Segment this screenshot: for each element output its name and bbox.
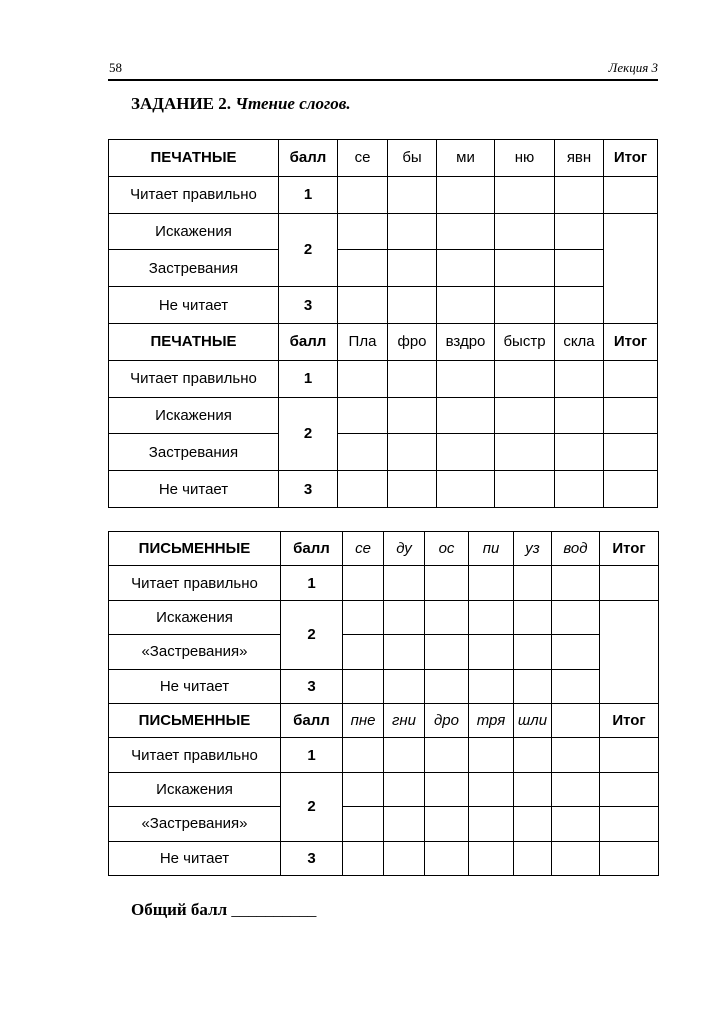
answer-cell[interactable] bbox=[425, 600, 469, 634]
row-label: Не читает bbox=[109, 287, 279, 324]
answer-cell[interactable] bbox=[388, 250, 437, 287]
syllable-header: вздро bbox=[437, 323, 495, 360]
answer-cell[interactable] bbox=[338, 397, 388, 434]
category-header: ПИСЬМЕННЫЕ bbox=[109, 703, 281, 737]
answer-cell[interactable] bbox=[425, 738, 469, 772]
answer-cell[interactable] bbox=[338, 434, 388, 471]
answer-cell[interactable] bbox=[552, 600, 600, 634]
answer-cell[interactable] bbox=[469, 566, 514, 600]
answer-cell[interactable] bbox=[514, 669, 552, 703]
row-label: Не читает bbox=[109, 841, 281, 875]
page-number: 58 bbox=[109, 60, 122, 75]
row-label: Застревания bbox=[109, 250, 279, 287]
answer-cell[interactable] bbox=[514, 841, 552, 875]
answer-cell[interactable] bbox=[384, 669, 425, 703]
answer-cell[interactable] bbox=[384, 566, 425, 600]
total-cell[interactable] bbox=[600, 807, 659, 841]
score-cell: 3 bbox=[279, 471, 338, 508]
table-header-row bbox=[109, 703, 659, 737]
syllable-header: быстр bbox=[495, 323, 555, 360]
score-cell: 2 bbox=[279, 213, 338, 287]
answer-cell[interactable] bbox=[437, 397, 495, 434]
table-row bbox=[109, 566, 659, 600]
total-cell[interactable] bbox=[600, 841, 659, 875]
task-title bbox=[131, 94, 351, 114]
syllable-header: дро bbox=[425, 703, 469, 737]
syllable-header: фро bbox=[388, 323, 437, 360]
syllable-header: Пла bbox=[338, 323, 388, 360]
score-cell: 1 bbox=[279, 360, 338, 397]
table-row bbox=[109, 841, 659, 875]
task-title-text: Чтение слогов. bbox=[235, 94, 351, 113]
table-row bbox=[109, 471, 658, 508]
answer-cell[interactable] bbox=[555, 176, 604, 213]
answer-cell[interactable] bbox=[555, 213, 604, 250]
syllable-header: тря bbox=[469, 703, 514, 737]
answer-cell[interactable] bbox=[338, 287, 388, 324]
answer-cell[interactable] bbox=[343, 669, 384, 703]
syllable-header: пи bbox=[469, 532, 514, 566]
total-cell[interactable] bbox=[604, 176, 658, 213]
answer-cell[interactable] bbox=[384, 635, 425, 669]
answer-cell[interactable] bbox=[552, 738, 600, 772]
syllable-header: пне bbox=[343, 703, 384, 737]
row-label: Читает правильно bbox=[109, 566, 281, 600]
table-row bbox=[109, 807, 659, 841]
row-label: Искажения bbox=[109, 213, 279, 250]
answer-cell[interactable] bbox=[384, 807, 425, 841]
score-cell: 2 bbox=[279, 397, 338, 471]
answer-cell[interactable] bbox=[388, 360, 437, 397]
total-header: Итог bbox=[600, 703, 659, 737]
answer-cell[interactable] bbox=[552, 635, 600, 669]
answer-cell[interactable] bbox=[495, 287, 555, 324]
row-label: Читает правильно bbox=[109, 176, 279, 213]
syllable-header: бы bbox=[388, 140, 437, 177]
answer-cell[interactable] bbox=[388, 213, 437, 250]
score-header: балл bbox=[279, 140, 338, 177]
answer-cell[interactable] bbox=[555, 471, 604, 508]
syllable-header: се bbox=[343, 532, 384, 566]
answer-cell[interactable] bbox=[384, 772, 425, 806]
answer-cell[interactable] bbox=[495, 360, 555, 397]
answer-cell[interactable] bbox=[388, 287, 437, 324]
answer-cell[interactable] bbox=[338, 213, 388, 250]
answer-cell[interactable] bbox=[495, 213, 555, 250]
total-cell[interactable] bbox=[604, 471, 658, 508]
syllable-header: се bbox=[338, 140, 388, 177]
row-label: Искажения bbox=[109, 600, 281, 634]
answer-cell[interactable] bbox=[338, 176, 388, 213]
answer-cell[interactable] bbox=[495, 471, 555, 508]
total-cell[interactable] bbox=[604, 360, 658, 397]
total-cell[interactable] bbox=[600, 600, 659, 703]
score-cell: 1 bbox=[281, 738, 343, 772]
category-header: ПИСЬМЕННЫЕ bbox=[109, 532, 281, 566]
total-header: Итог bbox=[604, 140, 658, 177]
table-row bbox=[109, 176, 658, 213]
answer-cell[interactable] bbox=[437, 213, 495, 250]
written-syllables-table bbox=[108, 531, 659, 876]
score-cell: 1 bbox=[281, 566, 343, 600]
category-header: ПЕЧАТНЫЕ bbox=[109, 140, 279, 177]
syllable-header: шли bbox=[514, 703, 552, 737]
answer-cell[interactable] bbox=[514, 600, 552, 634]
answer-cell[interactable] bbox=[469, 635, 514, 669]
answer-cell[interactable] bbox=[425, 566, 469, 600]
table-row bbox=[109, 287, 658, 324]
answer-cell[interactable] bbox=[552, 841, 600, 875]
syllable-header: ми bbox=[437, 140, 495, 177]
score-header: балл bbox=[279, 323, 338, 360]
overall-score bbox=[131, 900, 316, 920]
row-label: Искажения bbox=[109, 772, 281, 806]
syllable-header: ню bbox=[495, 140, 555, 177]
answer-cell[interactable] bbox=[388, 434, 437, 471]
table-row bbox=[109, 738, 659, 772]
answer-cell[interactable] bbox=[437, 250, 495, 287]
category-header: ПЕЧАТНЫЕ bbox=[109, 323, 279, 360]
table-header-row bbox=[109, 323, 658, 360]
answer-cell[interactable] bbox=[555, 360, 604, 397]
answer-cell[interactable] bbox=[495, 176, 555, 213]
syllable-header: уз bbox=[514, 532, 552, 566]
answer-cell[interactable] bbox=[514, 738, 552, 772]
answer-cell[interactable] bbox=[555, 250, 604, 287]
answer-cell[interactable] bbox=[495, 397, 555, 434]
row-label: Читает правильно bbox=[109, 360, 279, 397]
total-cell[interactable] bbox=[604, 397, 658, 434]
answer-cell[interactable] bbox=[425, 841, 469, 875]
answer-cell[interactable] bbox=[552, 772, 600, 806]
header-rule bbox=[108, 79, 658, 81]
answer-cell[interactable] bbox=[338, 360, 388, 397]
total-cell[interactable] bbox=[604, 434, 658, 471]
answer-cell[interactable] bbox=[514, 566, 552, 600]
answer-cell[interactable] bbox=[437, 434, 495, 471]
answer-cell[interactable] bbox=[469, 669, 514, 703]
answer-cell[interactable] bbox=[425, 635, 469, 669]
answer-cell[interactable] bbox=[552, 807, 600, 841]
answer-cell[interactable] bbox=[384, 738, 425, 772]
total-cell[interactable] bbox=[600, 772, 659, 806]
answer-cell[interactable] bbox=[425, 807, 469, 841]
answer-cell[interactable] bbox=[555, 287, 604, 324]
answer-cell[interactable] bbox=[514, 635, 552, 669]
table-row bbox=[109, 434, 658, 471]
total-header: Итог bbox=[604, 323, 658, 360]
answer-cell[interactable] bbox=[425, 772, 469, 806]
answer-cell[interactable] bbox=[343, 566, 384, 600]
total-cell[interactable] bbox=[600, 566, 659, 600]
score-cell: 2 bbox=[281, 600, 343, 669]
table-row bbox=[109, 397, 658, 434]
answer-cell[interactable] bbox=[495, 434, 555, 471]
syllable-header bbox=[552, 703, 600, 737]
answer-cell[interactable] bbox=[437, 360, 495, 397]
answer-cell[interactable] bbox=[384, 600, 425, 634]
table-header-row bbox=[109, 532, 659, 566]
syllable-header: скла bbox=[555, 323, 604, 360]
score-header: балл bbox=[281, 532, 343, 566]
row-label: Искажения bbox=[109, 397, 279, 434]
syllable-header: гни bbox=[384, 703, 425, 737]
answer-cell[interactable] bbox=[343, 635, 384, 669]
answer-cell[interactable] bbox=[514, 807, 552, 841]
answer-cell[interactable] bbox=[343, 841, 384, 875]
lecture-label: Лекция 3 bbox=[608, 60, 658, 75]
answer-cell[interactable] bbox=[552, 669, 600, 703]
total-cell[interactable] bbox=[604, 213, 658, 323]
answer-cell[interactable] bbox=[338, 250, 388, 287]
score-cell: 2 bbox=[281, 772, 343, 841]
printed-syllables-table bbox=[108, 139, 658, 508]
overall-score-label: Общий балл bbox=[131, 900, 228, 919]
score-header: балл bbox=[281, 703, 343, 737]
row-label: Не читает bbox=[109, 669, 281, 703]
answer-cell[interactable] bbox=[469, 738, 514, 772]
answer-cell[interactable] bbox=[469, 772, 514, 806]
answer-cell[interactable] bbox=[469, 600, 514, 634]
table-row bbox=[109, 360, 658, 397]
table-row bbox=[109, 600, 659, 634]
answer-cell[interactable] bbox=[425, 669, 469, 703]
answer-cell[interactable] bbox=[343, 738, 384, 772]
answer-cell[interactable] bbox=[343, 600, 384, 634]
answer-cell[interactable] bbox=[555, 397, 604, 434]
table-header-row bbox=[109, 140, 658, 177]
syllable-header: ду bbox=[384, 532, 425, 566]
answer-cell[interactable] bbox=[388, 397, 437, 434]
table-row bbox=[109, 213, 658, 250]
syllable-header: явн bbox=[555, 140, 604, 177]
answer-cell[interactable] bbox=[338, 471, 388, 508]
answer-cell[interactable] bbox=[343, 772, 384, 806]
syllable-header: вод bbox=[552, 532, 600, 566]
answer-cell[interactable] bbox=[469, 841, 514, 875]
answer-cell[interactable] bbox=[552, 566, 600, 600]
answer-cell[interactable] bbox=[384, 841, 425, 875]
syllable-header: ос bbox=[425, 532, 469, 566]
table-row bbox=[109, 635, 659, 669]
score-cell: 3 bbox=[281, 841, 343, 875]
answer-cell[interactable] bbox=[469, 807, 514, 841]
answer-cell[interactable] bbox=[495, 250, 555, 287]
overall-score-blank[interactable]: __________ bbox=[231, 900, 317, 919]
answer-cell[interactable] bbox=[437, 287, 495, 324]
task-title-label: ЗАДАНИЕ 2. bbox=[131, 94, 232, 113]
row-label: «Застревания» bbox=[109, 807, 281, 841]
answer-cell[interactable] bbox=[388, 471, 437, 508]
score-cell: 3 bbox=[281, 669, 343, 703]
row-label: Не читает bbox=[109, 471, 279, 508]
answer-cell[interactable] bbox=[514, 772, 552, 806]
row-label: Читает правильно bbox=[109, 738, 281, 772]
row-label: Застревания bbox=[109, 434, 279, 471]
table-row bbox=[109, 772, 659, 806]
answer-cell[interactable] bbox=[555, 434, 604, 471]
score-cell: 1 bbox=[279, 176, 338, 213]
answer-cell[interactable] bbox=[388, 176, 437, 213]
table-row bbox=[109, 250, 658, 287]
answer-cell[interactable] bbox=[343, 807, 384, 841]
total-header: Итог bbox=[600, 532, 659, 566]
total-cell[interactable] bbox=[600, 738, 659, 772]
row-label: «Застревания» bbox=[109, 635, 281, 669]
table-row bbox=[109, 669, 659, 703]
answer-cell[interactable] bbox=[437, 176, 495, 213]
answer-cell[interactable] bbox=[437, 471, 495, 508]
score-cell: 3 bbox=[279, 287, 338, 324]
